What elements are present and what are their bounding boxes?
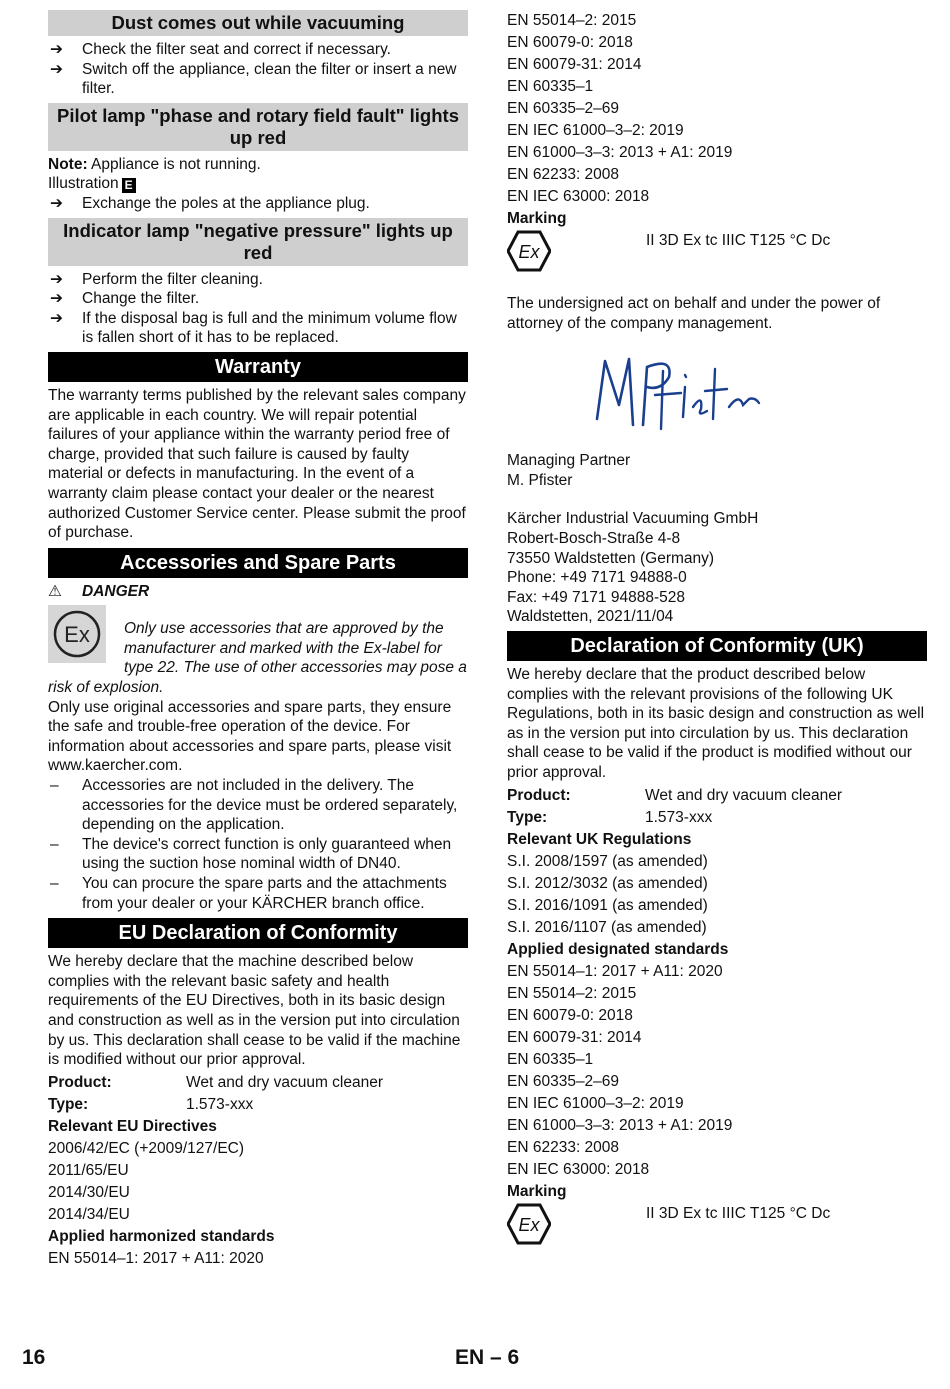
signer-name: M. Pfister (507, 471, 573, 489)
uk-text: We hereby declare that the product described below complies with the relevant provisions of the following UK Regulations, both in its basic design and construction as well as in the version put into circulation by us. This declaration shall cease to be valid if the product is modified without our prior approval. (507, 665, 925, 781)
eu-section (48, 918, 468, 1270)
arrow-right-icon: ➔ (50, 194, 63, 212)
arrow-right-icon: ➔ (50, 309, 63, 327)
accessories-item: – Accessories are not included in the delivery. The accessories for the device must be ordered separately, depending on the application. (50, 777, 458, 834)
company-line: 73550 Waldstetten (Germany) (507, 549, 715, 567)
uk-reg: S.I. 2012/3032 (as amended) (507, 874, 708, 892)
eu-directive: 2011/65/EU (48, 1161, 129, 1179)
eu-directive: 2014/30/EU (48, 1183, 130, 1201)
eu-directive: 2014/34/EU (48, 1205, 130, 1223)
eu-marking-label: Marking (507, 210, 567, 227)
dust-item: ➔ Check the filter seat and correct if necessary. (50, 41, 391, 58)
signature (507, 333, 927, 451)
company-line: Waldstetten, 2021/11/04 (507, 608, 674, 626)
uk-marking-row (507, 1203, 927, 1247)
pilot-heading: Pilot lamp "phase and rotary field fault" lights up red (48, 103, 468, 151)
uk-reg: S.I. 2016/1091 (as amended) (507, 896, 708, 914)
uk-regs-label: Relevant UK Regulations (507, 830, 692, 848)
eu-standard: EN IEC 61000–3–2: 2019 (507, 122, 684, 139)
eu-standard: EN 61000–3–3: 2013 + A1: 2019 (507, 144, 733, 161)
accessories-heading: Accessories and Spare Parts (48, 548, 468, 578)
svg-text:Ex: Ex (518, 242, 540, 262)
eu-directives-label: Relevant EU Directives (48, 1117, 217, 1135)
ex-atex-icon (48, 605, 106, 663)
eu-directive: 2006/42/EC (+2009/127/EC) (48, 1139, 245, 1157)
pilot-item: ➔ Exchange the poles at the appliance plug. (50, 194, 370, 212)
eu-standard: EN 55014–2: 2015 (507, 12, 637, 29)
eu-standard: EN 60335–2–69 (507, 100, 620, 117)
illustration-e-icon: E (122, 178, 136, 193)
danger-label-row: ⚠ DANGER (48, 582, 150, 600)
uk-standard: EN IEC 61000–3–2: 2019 (507, 1094, 684, 1112)
company-block (507, 509, 927, 627)
uk-standard: EN 55014–1: 2017 + A11: 2020 (507, 962, 723, 980)
accessories-item: – You can procure the spare parts and the attachments from your dealer or your KÄRCHER branch office. (50, 875, 447, 912)
ex-hexagon-icon (507, 1203, 551, 1252)
eu-marking-row (507, 230, 927, 274)
eu-product-row: Product: Wet and dry vacuum cleaner (48, 1073, 384, 1091)
eu-marking-value: II 3D Ex tc IIIC T125 °C Dc (646, 232, 831, 249)
svg-text:Ex: Ex (64, 622, 90, 648)
dust-section (48, 10, 468, 99)
uk-product-row: Product: Wet and dry vacuum cleaner (507, 786, 843, 804)
arrow-right-icon: ➔ (50, 41, 63, 58)
eu-type-row: Type: 1.573-xxx (48, 1095, 254, 1113)
eu-standard: EN 60335–1 (507, 78, 594, 95)
uk-standard: EN 60079-0: 2018 (507, 1006, 633, 1024)
pilot-section (48, 103, 468, 214)
uk-standard: EN IEC 63000: 2018 (507, 1160, 650, 1178)
arrow-right-icon: ➔ (50, 270, 63, 288)
arrow-right-icon: ➔ (50, 60, 63, 78)
dust-item: ➔ Switch off the appliance, clean the filter or insert a new filter. (50, 60, 457, 98)
uk-standard: EN 60079-31: 2014 (507, 1028, 642, 1046)
uk-standard: EN 61000–3–3: 2013 + A1: 2019 (507, 1116, 733, 1134)
pilot-note: Note: Appliance is not running. (48, 155, 261, 173)
page-code: EN – 6 (455, 1346, 520, 1369)
company-line: Fax: +49 7171 94888-528 (507, 588, 685, 606)
uk-section (507, 631, 927, 1247)
uk-heading: Declaration of Conformity (UK) (507, 631, 927, 661)
eu-standard: EN IEC 63000: 2018 (507, 188, 650, 205)
indicator-item: ➔ Change the filter. (50, 290, 200, 308)
pilot-illustration: Illustration E (48, 174, 468, 194)
eu-standards-label: Applied harmonized standards (48, 1227, 275, 1245)
indicator-heading: Indicator lamp "negative pressure" lights up red (48, 218, 468, 266)
accessories-section (48, 548, 468, 914)
eu-heading: EU Declaration of Conformity (48, 918, 468, 948)
page-number: 16 (22, 1346, 46, 1369)
uk-reg: S.I. 2016/1107 (as amended) (507, 918, 707, 936)
warranty-section (48, 352, 468, 543)
uk-standards-label: Applied designated standards (507, 940, 729, 958)
uk-marking-value: II 3D Ex tc IIIC T125 °C Dc (646, 1204, 831, 1222)
uk-marking-label: Marking (507, 1182, 567, 1200)
eu-standards-continued (507, 10, 927, 274)
eu-standard: EN 60079-31: 2014 (507, 56, 642, 73)
left-column (48, 10, 468, 1270)
uk-standard: EN 55014–2: 2015 (507, 984, 637, 1002)
dust-heading: Dust comes out while vacuuming (48, 10, 468, 36)
warning-triangle-icon: ⚠ (48, 582, 62, 600)
signer-role: Managing Partner (507, 452, 631, 470)
company-line: Kärcher Industrial Vacuuming GmbH (507, 510, 759, 528)
uk-standard: EN 60335–2–69 (507, 1072, 620, 1090)
indicator-item: ➔ If the disposal bag is full and the minimum volume flow is fallen short of it has to be replaced. (50, 309, 457, 347)
right-column (507, 10, 927, 1247)
accessories-text: Only use original accessories and spare parts, they ensure the safe and trouble-free operation of the device. For information about accessories and spare parts, please visit www.kaercher.com. (48, 698, 452, 775)
uk-standard: EN 62233: 2008 (507, 1138, 620, 1156)
danger-text: Only use accessories that are approved by the manufacturer and marked with the Ex-label for type 22. The use of other accessories may pose a risk of explosion. (48, 620, 467, 697)
company-line: Robert-Bosch-Straße 4-8 (507, 529, 681, 547)
indicator-section (48, 218, 468, 348)
warranty-heading: Warranty (48, 352, 468, 382)
signer-block (507, 451, 927, 490)
eu-standard: EN 62233: 2008 (507, 166, 620, 183)
svg-text:Ex: Ex (518, 1214, 540, 1235)
uk-type-row: Type: 1.573-xxx (507, 808, 713, 826)
accessories-item: – The device's correct function is only guaranteed when using the suction hose nominal width of DN40. (50, 835, 452, 873)
undersigned-text: The undersigned act on behalf and under the power of attorney of the company management. (507, 295, 881, 332)
indicator-item: ➔ Perform the filter cleaning. (50, 270, 263, 288)
eu-text: We hereby declare that the machine described below complies with the relevant basic safety and health requirements of the EU Directives, both in its basic design and construction as well as in the version put into circulation by us. This declaration shall cease to be valid if the machine is modified without our prior approval. (48, 953, 461, 1069)
arrow-right-icon: ➔ (50, 290, 63, 308)
warranty-text: The warranty terms published by the relevant sales company are applicable in each country. We will repair potential failures of your appliance within the warranty period free of charge, provided that such failure is caused by faulty material or defects in manufacturing. In the event of a warranty claim please contact your dealer or the nearest authorized Customer Service center. Please submit the proof of purchase. (48, 386, 466, 542)
eu-standard: EN 55014–1: 2017 + A11: 2020 (48, 1249, 264, 1267)
uk-standard: EN 60335–1 (507, 1050, 594, 1068)
eu-standard: EN 60079-0: 2018 (507, 34, 633, 51)
company-line: Phone: +49 7171 94888-0 (507, 569, 687, 587)
ex-hexagon-icon (507, 230, 551, 279)
uk-reg: S.I. 2008/1597 (as amended) (507, 852, 708, 870)
danger-block (48, 605, 468, 697)
